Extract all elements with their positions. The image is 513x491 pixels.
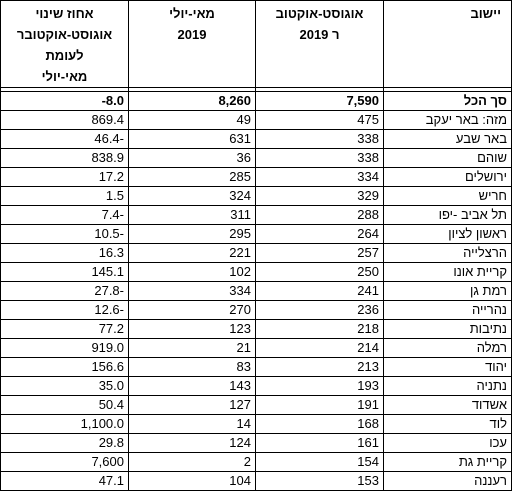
city-cell: רעננה [384,472,512,491]
aug-oct-cell: 214 [256,339,384,358]
aug-oct-cell: 191 [256,396,384,415]
city-cell: קריית גת [384,453,512,472]
change-cell: 27.8- [1,282,129,301]
total-change-cell: -8.0 [1,92,129,111]
change-cell: 50.4 [1,396,129,415]
change-cell: 17.2 [1,168,129,187]
change-cell: 77.2 [1,320,129,339]
aug-oct-cell: 334 [256,168,384,187]
table-row [1,168,512,187]
aug-oct-cell: 236 [256,301,384,320]
aug-oct-cell: 161 [256,434,384,453]
aug-oct-cell: 288 [256,206,384,225]
aug-oct-cell: 154 [256,453,384,472]
table-row [1,111,512,130]
header-may-july-line: 2019 [177,27,207,42]
city-cell: יהוד [384,358,512,377]
table-row [1,225,512,244]
city-cell: ראשון לציון [384,225,512,244]
may-july-cell: 49 [129,111,256,130]
may-july-cell: 334 [129,282,256,301]
table-row [1,339,512,358]
change-cell: 919.0 [1,339,129,358]
city-cell: אשדוד [384,396,512,415]
change-cell: 10.5- [1,225,129,244]
table-row [1,396,512,415]
may-july-cell: 127 [129,396,256,415]
table-row [1,187,512,206]
table-row [1,320,512,339]
aug-oct-cell: 338 [256,149,384,168]
may-july-cell: 102 [129,263,256,282]
change-cell: 156.6 [1,358,129,377]
aug-oct-cell: 218 [256,320,384,339]
aug-oct-cell: 213 [256,358,384,377]
change-cell: 12.6- [1,301,129,320]
change-cell: 29.8 [1,434,129,453]
table-row [1,434,512,453]
header-may-july [129,1,256,88]
city-cell: ירושלים [384,168,512,187]
change-cell: 145.1 [1,263,129,282]
change-cell: 35.0 [1,377,129,396]
change-cell: 1,100.0 [1,415,129,434]
change-cell: 1.5 [1,187,129,206]
table-row [1,415,512,434]
change-cell: 869.4 [1,111,129,130]
city-cell: עכו [384,434,512,453]
aug-oct-cell: 264 [256,225,384,244]
aug-oct-cell: 168 [256,415,384,434]
may-july-cell: 285 [129,168,256,187]
aug-oct-cell: 250 [256,263,384,282]
aug-oct-cell: 241 [256,282,384,301]
change-cell: 7.4- [1,206,129,225]
change-cell: 838.9 [1,149,129,168]
aug-oct-cell: 329 [256,187,384,206]
city-cell: תל אביב -יפו [384,206,512,225]
header-aug-oct-line: ר 2019 [299,27,340,42]
header-aug-oct-line: אוגוסט-אוקטוב [275,6,364,21]
city-cell: קריית אונו [384,263,512,282]
city-cell: באר שבע [384,130,512,149]
header-change-line: לעומת [45,48,84,63]
may-july-cell: 631 [129,130,256,149]
may-july-cell: 21 [129,339,256,358]
aug-oct-cell: 338 [256,130,384,149]
city-cell: מזה: באר יעקב [384,111,512,130]
table-row [1,301,512,320]
total-may-july-cell: 8,260 [129,92,256,111]
change-cell: 16.3 [1,244,129,263]
change-cell: 7,600 [1,453,129,472]
header-change [1,1,129,88]
may-july-cell: 14 [129,415,256,434]
table-row [1,377,512,396]
may-july-cell: 83 [129,358,256,377]
city-cell: רמלה [384,339,512,358]
table-row [1,130,512,149]
table-row [1,149,512,168]
table-row [1,263,512,282]
table-row [1,244,512,263]
may-july-cell: 2 [129,453,256,472]
header-city: יישוב [384,1,512,88]
total-row [1,92,512,111]
may-july-cell: 311 [129,206,256,225]
aug-oct-cell: 257 [256,244,384,263]
city-cell: נתניה [384,377,512,396]
may-july-cell: 104 [129,472,256,491]
may-july-cell: 124 [129,434,256,453]
header-change-line: מאי-יולי [41,69,88,84]
table-row [1,472,512,491]
city-cell: הרצלייה [384,244,512,263]
total-city-cell: סך הכל [384,92,512,111]
change-cell: 46.4- [1,130,129,149]
total-aug-oct-cell: 7,590 [256,92,384,111]
aug-oct-cell: 153 [256,472,384,491]
city-cell: חריש [384,187,512,206]
may-july-cell: 221 [129,244,256,263]
may-july-cell: 123 [129,320,256,339]
city-cell: רמת גן [384,282,512,301]
table-row [1,453,512,472]
may-july-cell: 36 [129,149,256,168]
header-may-july-line: מאי-יולי [169,6,215,21]
header-change-line: אחוז שינוי [35,6,94,21]
city-cell: לוד [384,415,512,434]
may-july-cell: 324 [129,187,256,206]
header-change-line: אוגוסט-אוקטובר [16,27,113,42]
table-row [1,282,512,301]
may-july-cell: 143 [129,377,256,396]
aug-oct-cell: 475 [256,111,384,130]
city-cell: נהרייה [384,301,512,320]
table-row [1,206,512,225]
may-july-cell: 270 [129,301,256,320]
may-july-cell: 295 [129,225,256,244]
change-cell: 47.1 [1,472,129,491]
city-cell: נתיבות [384,320,512,339]
table-row [1,358,512,377]
header-aug-oct [256,1,384,88]
aug-oct-cell: 193 [256,377,384,396]
header-row [1,1,512,88]
city-cell: שוהם [384,149,512,168]
